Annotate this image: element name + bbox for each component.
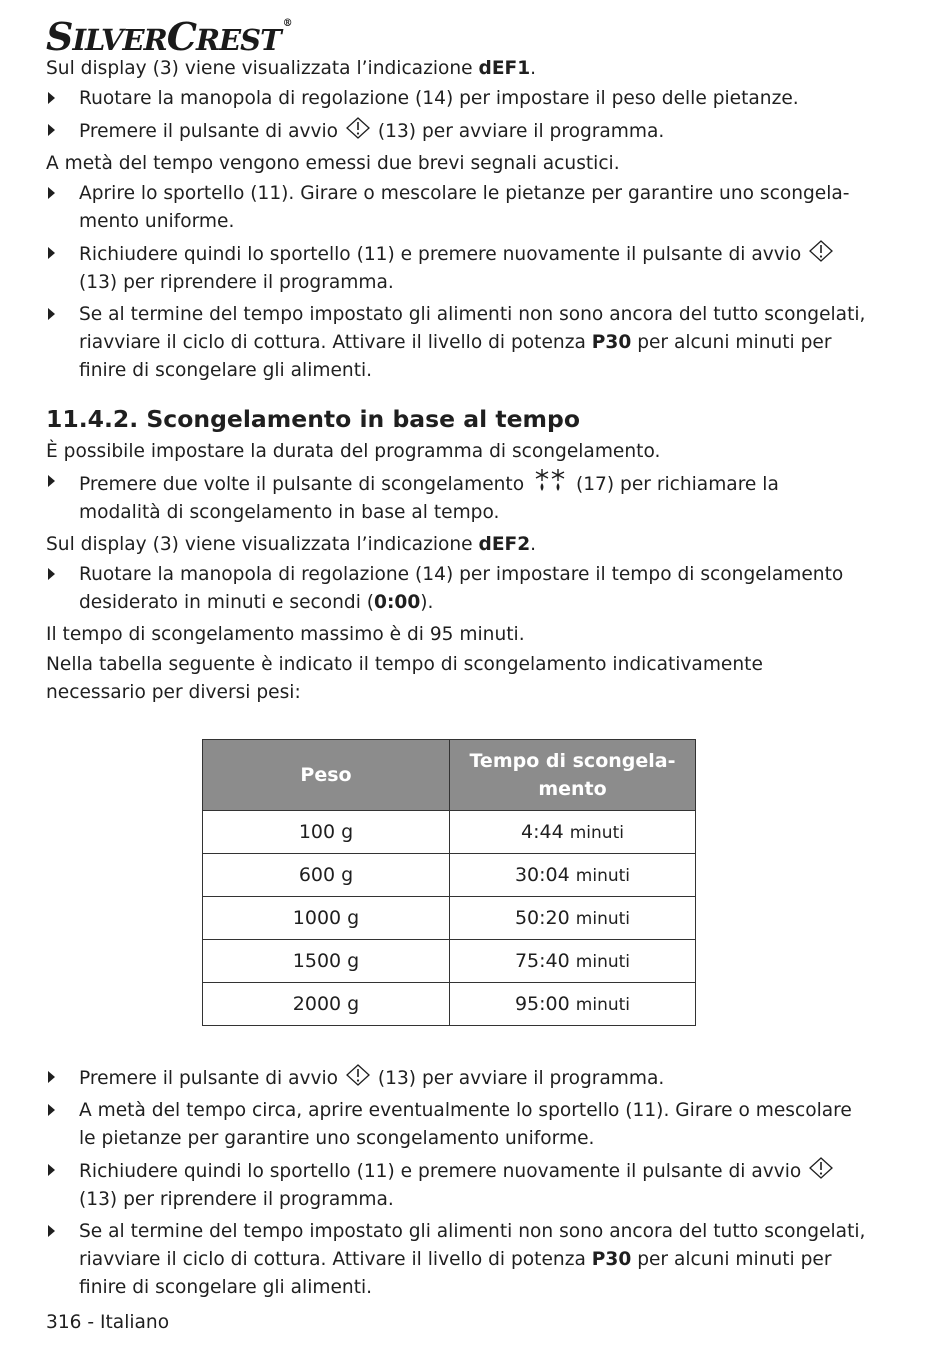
table-row [203, 940, 696, 983]
time-cell: 95:00 minuti [450, 983, 696, 1026]
instruction-press-start-2: Premere il pulsante di avvio (13) per avviare il programma. [46, 1064, 866, 1093]
max-time-text: Il tempo di scongelamento massimo è di 95 minuti. [46, 624, 525, 645]
start-button-icon [809, 1157, 833, 1179]
weight-cell: 100 g [203, 811, 450, 854]
table-row [203, 983, 696, 1026]
column-header-time: Tempo di scongelamento [450, 740, 696, 811]
time-cell: 75:40 minuti [450, 940, 696, 983]
time-cell: 4:44 minuti [450, 811, 696, 854]
table-row [203, 897, 696, 940]
instruction-not-thawed-2: Se al termine del tempo impostato gli alimenti non sono ancora del tutto scongelati, riavviare il ciclo di cottura. Attivare il livello di potenza P30 per alcuni minuti per finire di scongelare gli alimenti. [46, 1218, 866, 1302]
instruction-close-door-restart-2: Richiudere quindi lo sportello (11) e premere nuovamente il pulsante di avvio (13) per riprendere il programma. [46, 1157, 866, 1214]
display-line-def1: Sul display (3) viene visualizzata l’indicazione dEF1. [46, 58, 537, 79]
defrost-snowflake-icon [532, 468, 568, 492]
instruction-press-start: Premere il pulsante di avvio (13) per avviare il programma. [46, 117, 866, 146]
start-button-icon [809, 240, 833, 262]
section-heading: 11.4.2. Scongelamento in base al tempo [46, 405, 580, 433]
instruction-halfway-open: A metà del tempo circa, aprire eventualmente lo sportello (11). Girare o mescolare le pietanze per garantire uno scongelamento uniforme. [46, 1097, 866, 1153]
start-button-icon [346, 1064, 370, 1086]
instruction-close-door-restart: Richiudere quindi lo sportello (11) e premere nuovamente il pulsante di avvio (13) per riprendere il programma. [46, 240, 866, 297]
instruction-open-door: Aprire lo sportello (11). Girare o mescolare le pietanze per garantire uno scongelamento uniforme. [46, 180, 866, 236]
weight-cell: 2000 g [203, 983, 450, 1026]
bullet-arrow-icon [48, 1104, 55, 1116]
table-header-row [203, 740, 696, 811]
bullet-arrow-icon [48, 308, 55, 320]
weight-cell: 600 g [203, 854, 450, 897]
page-content [46, 55, 866, 1306]
column-header-weight: Peso [203, 740, 450, 811]
half-time-signal-text: A metà del tempo vengono emessi due brevi segnali acustici. [46, 153, 620, 174]
bullet-arrow-icon [48, 187, 55, 199]
instruction-not-thawed: Se al termine del tempo impostato gli alimenti non sono ancora del tutto scongelati, riavviare il ciclo di cottura. Attivare il livello di potenza P30 per alcuni minuti per finire di scongelare gli alimenti. [46, 301, 866, 385]
weight-cell: 1500 g [203, 940, 450, 983]
time-cell: 50:20 minuti [450, 897, 696, 940]
bullet-arrow-icon [48, 475, 55, 487]
page-footer: 316 - Italiano [46, 1312, 170, 1333]
table-row [203, 811, 696, 854]
bullet-arrow-icon [48, 1225, 55, 1237]
instruction-rotate-weight: Ruotare la manopola di regolazione (14) per impostare il peso delle pietanze. [46, 85, 866, 113]
section-intro: È possibile impostare la durata del programma di scongelamento. [46, 441, 661, 462]
weight-cell: 1000 g [203, 897, 450, 940]
bullet-arrow-icon [48, 1071, 55, 1083]
start-button-icon [346, 117, 370, 139]
defrost-time-table [202, 739, 696, 1026]
instruction-rotate-time: Ruotare la manopola di regolazione (14) per impostare il tempo di scongelamento desiderato in minuti e secondi (0:00). [46, 561, 866, 617]
bullet-arrow-icon [48, 568, 55, 580]
display-line-def2: Sul display (3) viene visualizzata l’indicazione dEF2. [46, 534, 537, 555]
time-cell: 30:04 minuti [450, 854, 696, 897]
silvercrest-logo: SILVERCREST ® [46, 14, 292, 59]
bullet-arrow-icon [48, 1164, 55, 1176]
instruction-press-defrost-twice: Premere due volte il pulsante di scongelamento (17) per richiamare la modalità di scongelamento in base al tempo. [46, 468, 866, 527]
bullet-arrow-icon [48, 92, 55, 104]
bullet-arrow-icon [48, 124, 55, 136]
table-row [203, 854, 696, 897]
bullet-arrow-icon [48, 247, 55, 259]
table-intro-text: Nella tabella seguente è indicato il tempo di scongelamento indicativamente necessario per diversi pesi: [46, 654, 763, 703]
